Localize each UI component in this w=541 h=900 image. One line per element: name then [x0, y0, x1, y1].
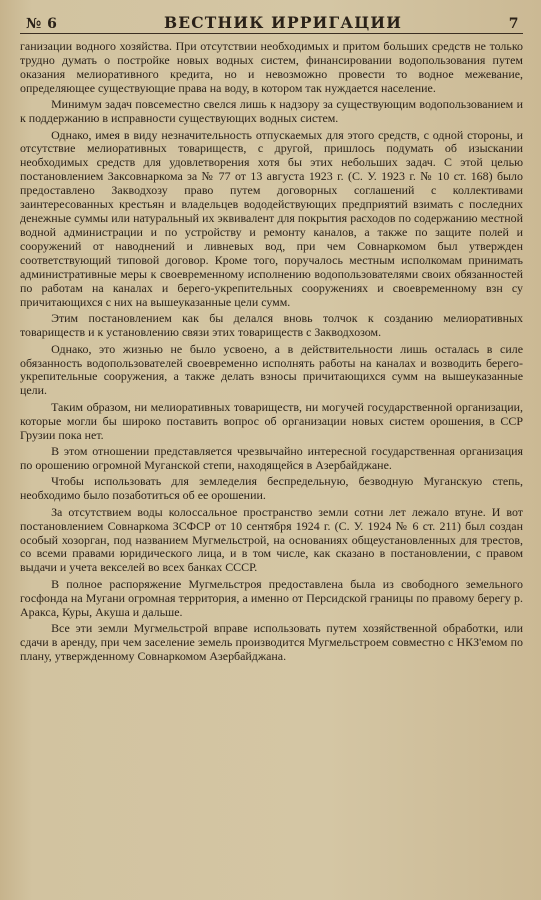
journal-title: ВЕСТНИК ИРРИГАЦИИ [163, 13, 403, 32]
paragraph: Все эти земли Мугмельстрой вправе использовать путем хозяйственной обработки, или сдачи в аренду, при чем заселение земель производится Мугмельстроем совместно с НКЗ'емом по плану, утвержденному Совнаркомом Азербайджана. [20, 621, 523, 663]
paragraph-continuation: ганизации водного хозяйства. При отсутствии необходимых и притом больших средств не только трудно думать о постройке новых водных систем, финансировании водопользования путем оказания мелиоративного кредита, но и невозможно провести то водное межевание, определяющее существующие права на воду, в котором так нуждается население. [20, 39, 523, 95]
page-number: 7 [508, 16, 519, 32]
paragraph: Чтобы использовать для земледелия беспредельную, безводную Муганскую степь, необходимо было позаботиться об ее орошении. [20, 474, 523, 503]
paragraph: В полное распоряжение Мугмельстроя предоставлена была из свободного земельного госфонда на Мугани огромная территория, а именно от Персидской границы по правому берегу р. Аракса, Куры, Акуша и дальше. [20, 576, 523, 619]
running-header [20, 8, 523, 34]
paragraph: Этим постановлением как бы делался вновь толчок к созданию мелиоративных товариществ и к установлению связи этих товариществ с Закводхозом. [20, 311, 523, 340]
paragraph: За отсутствием воды колоссальное пространство земли сотни лет лежало втуне. И вот постановлением Совнаркома ЗСФСР от 10 сентября 1924 г. (С. У. 1924 № 6 ст. 211) был создан особый хозорган, под названием Мугмельстрой, на основаниях общеустановленных для трестов, со всеми правами юридического лица, и в том числе, как сказано в постановлении, с правом выдачи и учета векселей во всех банках СССР. [20, 504, 523, 575]
paragraph: Минимум задач повсеместно свелся лишь к надзору за существующим водопользованием и к поддержанию в исправности существующих водных систем. [20, 97, 523, 126]
issue-number: № 6 [26, 16, 58, 32]
paragraph: Однако, имея в виду незначительность отпускаемых для этого средств, с одной стороны, и отсутствие мелиоративных товариществ, с другой, пришлось подумать об изыскании необходимых средств для удовлетворения хотя бы этих небольших задач. С этой целью постановлением Заксовнаркома за № 77 от 13 августа 1923 г. (С. У. 1923 г. № 10 ст. 168) было предоставлено Закводхозу право путем договорных соглашений с коллективами заинтересованных крестьян и владельцев вододействующих предприятий взимать с последних денежные суммы или натуральный их эквивалент для покрытия расходов по содержанию местной водной администрации и по устройству и ремонту каналов, а также по защите полей и сооружений от наводнений и ливневых вод, при чем Совнаркомом был утвержден соответствующий типовой договор. Кроме того, поручалось местным исполкомам принимать административные меры к своевременному исполнению водопользователями своих обязанностей по работам на каналах и берего-укрепительных сооружениях и своевременному взн су причитающихся с них на вышеуказанные цели сумм. [20, 127, 523, 309]
paragraph: В этом отношении представляется чрезвычайно интересной государственная организация по орошению огромной Муганской степи, находящейся в Азербайджане. [20, 444, 523, 472]
article-body [20, 40, 523, 664]
paragraph: Однако, это жизнью не было усвоено, а в действительности лишь осталась в силе обязанность водопользователей своевременно исполнять работы на каналах и возводить берего-укрепительные сооружения, а также делать взносы причитающихся сумм на вышеуказанные цели. [20, 341, 523, 398]
paragraph: Таким образом, ни мелиоративных товариществ, ни могучей государственной организации, которые могли бы широко поставить вопрос об организации новых систем орошения, в ССР Грузии пока нет. [20, 399, 523, 442]
